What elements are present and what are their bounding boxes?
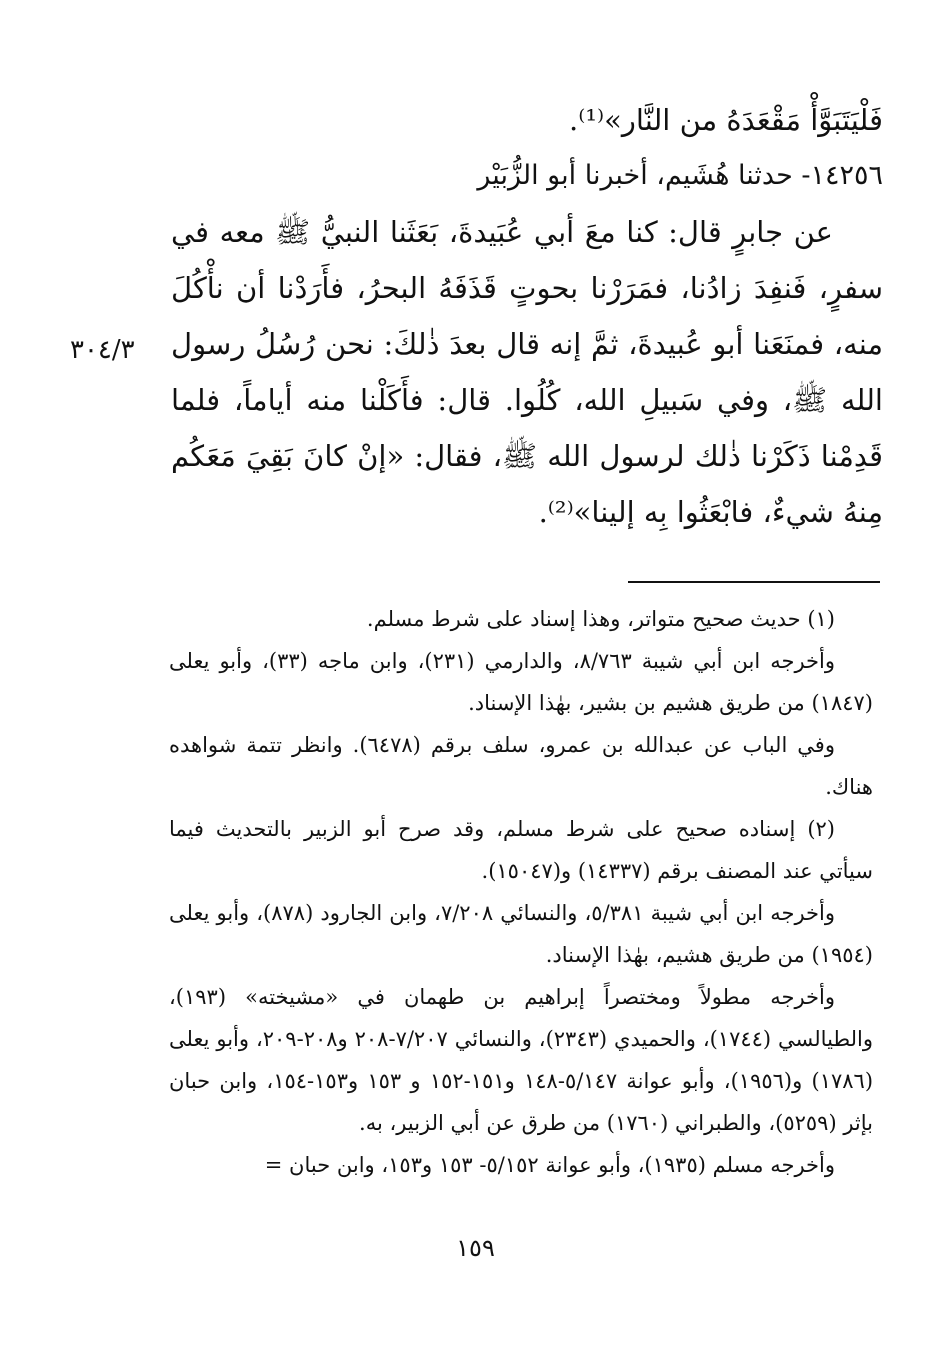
hadith-heading: ١٤٢٥٦- حدثنا هُشَيم، أخبرنا أبو الزُّبَيْر [477, 160, 883, 191]
page-number: ١٥٩ [456, 1234, 495, 1262]
footnotes [169, 598, 873, 1186]
footnote-2: (٢) إسناده صحيح على شرط مسلم، وقد صرح أبو الزبير بالتحديث فيما سيأتي عند المصنف برقم (١٤٣٣٧) و(١٥٠٤٧). [169, 817, 873, 883]
footnote-2-paragraph: وأخرجه ابن أبي شيبة ٥/٣٨١، والنسائي ٧/٢٠٨، وابن الجارود (٨٧٨)، وأبو يعلى (١٩٥٤) من طريق هشيم، بهٰذا الإسناد. [169, 901, 873, 967]
footnote-1: (١) حديث صحيح متواتر، وهذا إسناد على شرط مسلم. [366, 607, 835, 631]
footnote-1-paragraph: وفي الباب عن عبدالله بن عمرو، سلف برقم (٦٤٧٨). وانظر تتمة شواهده هناك. [169, 733, 873, 799]
margin-volume-reference: ٣٠٤/٣ [70, 335, 135, 365]
footnote-separator [628, 581, 880, 583]
previous-hadith-ending: فَلْيَتَبَوَّأْ مَقْعَدَهُ من النَّار»⁽¹⁾. [569, 103, 883, 137]
footnote-1-paragraph: وأخرجه ابن أبي شيبة ٨/٧٦٣، والدارمي (٢٣١)، وابن ماجه (٣٣)، وأبو يعلى (١٨٤٧) من طريق هشيم بن بشير، بهٰذا الإسناد. [169, 649, 873, 715]
hadith-body: عن جابرٍ قال: كنا معَ أبي عُبَيدةَ، بَعَثَنا النبيُّ ﷺ معه في سفرٍ، فَنفِدَ زادُنا، فمَرَرْنا بحوتٍ قَذَفَهُ البحرُ، فأَرَدْنا أن نأْكُلَ منه، فمنَعَنا أبو عُبيدةَ، ثمَّ إنه قال بعدَ ذٰلكَ: نحن رُسُلُ رسول الله ﷺ، وفي سَبيلِ الله، كُلُوا. قال: فأَكَلْنا منه أياماً، فلما قَدِمْنا ذَكَرْنا ذٰلك لرسول الله ﷺ، فقال: «إنْ كانَ بَقِيَ مَعَكُم مِنهُ شيءٌ، فابْعَثُوا بِه إلينا»⁽²⁾. [171, 215, 883, 529]
footnote-2-paragraph: وأخرجه مسلم (١٩٣٥)، وأبو عوانة ٥/١٥٢- ١٥٣ و١٥٣، وابن حبان = [264, 1153, 835, 1177]
main-text [171, 92, 883, 540]
footnote-2-paragraph: وأخرجه مطولاً ومختصراً إبراهيم بن طهمان في «مشيخته» (١٩٣)، والطيالسي (١٧٤٤)، والحميدي (٢٣٤٣)، والنسائي ٧/٢٠٧-٢٠٨ و٢٠٨-٢٠٩، وأبو يعلى (١٧٨٦) و(١٩٥٦)، وأبو عوانة ٥/١٤٧-١٤٨ و١٥١-١٥٢ و ١٥٣ و١٥٣-١٥٤، وابن حبان بإثر (٥٢٥٩)، والطبراني (١٧٦٠) من طرق عن أبي الزبير، به. [169, 985, 874, 1135]
